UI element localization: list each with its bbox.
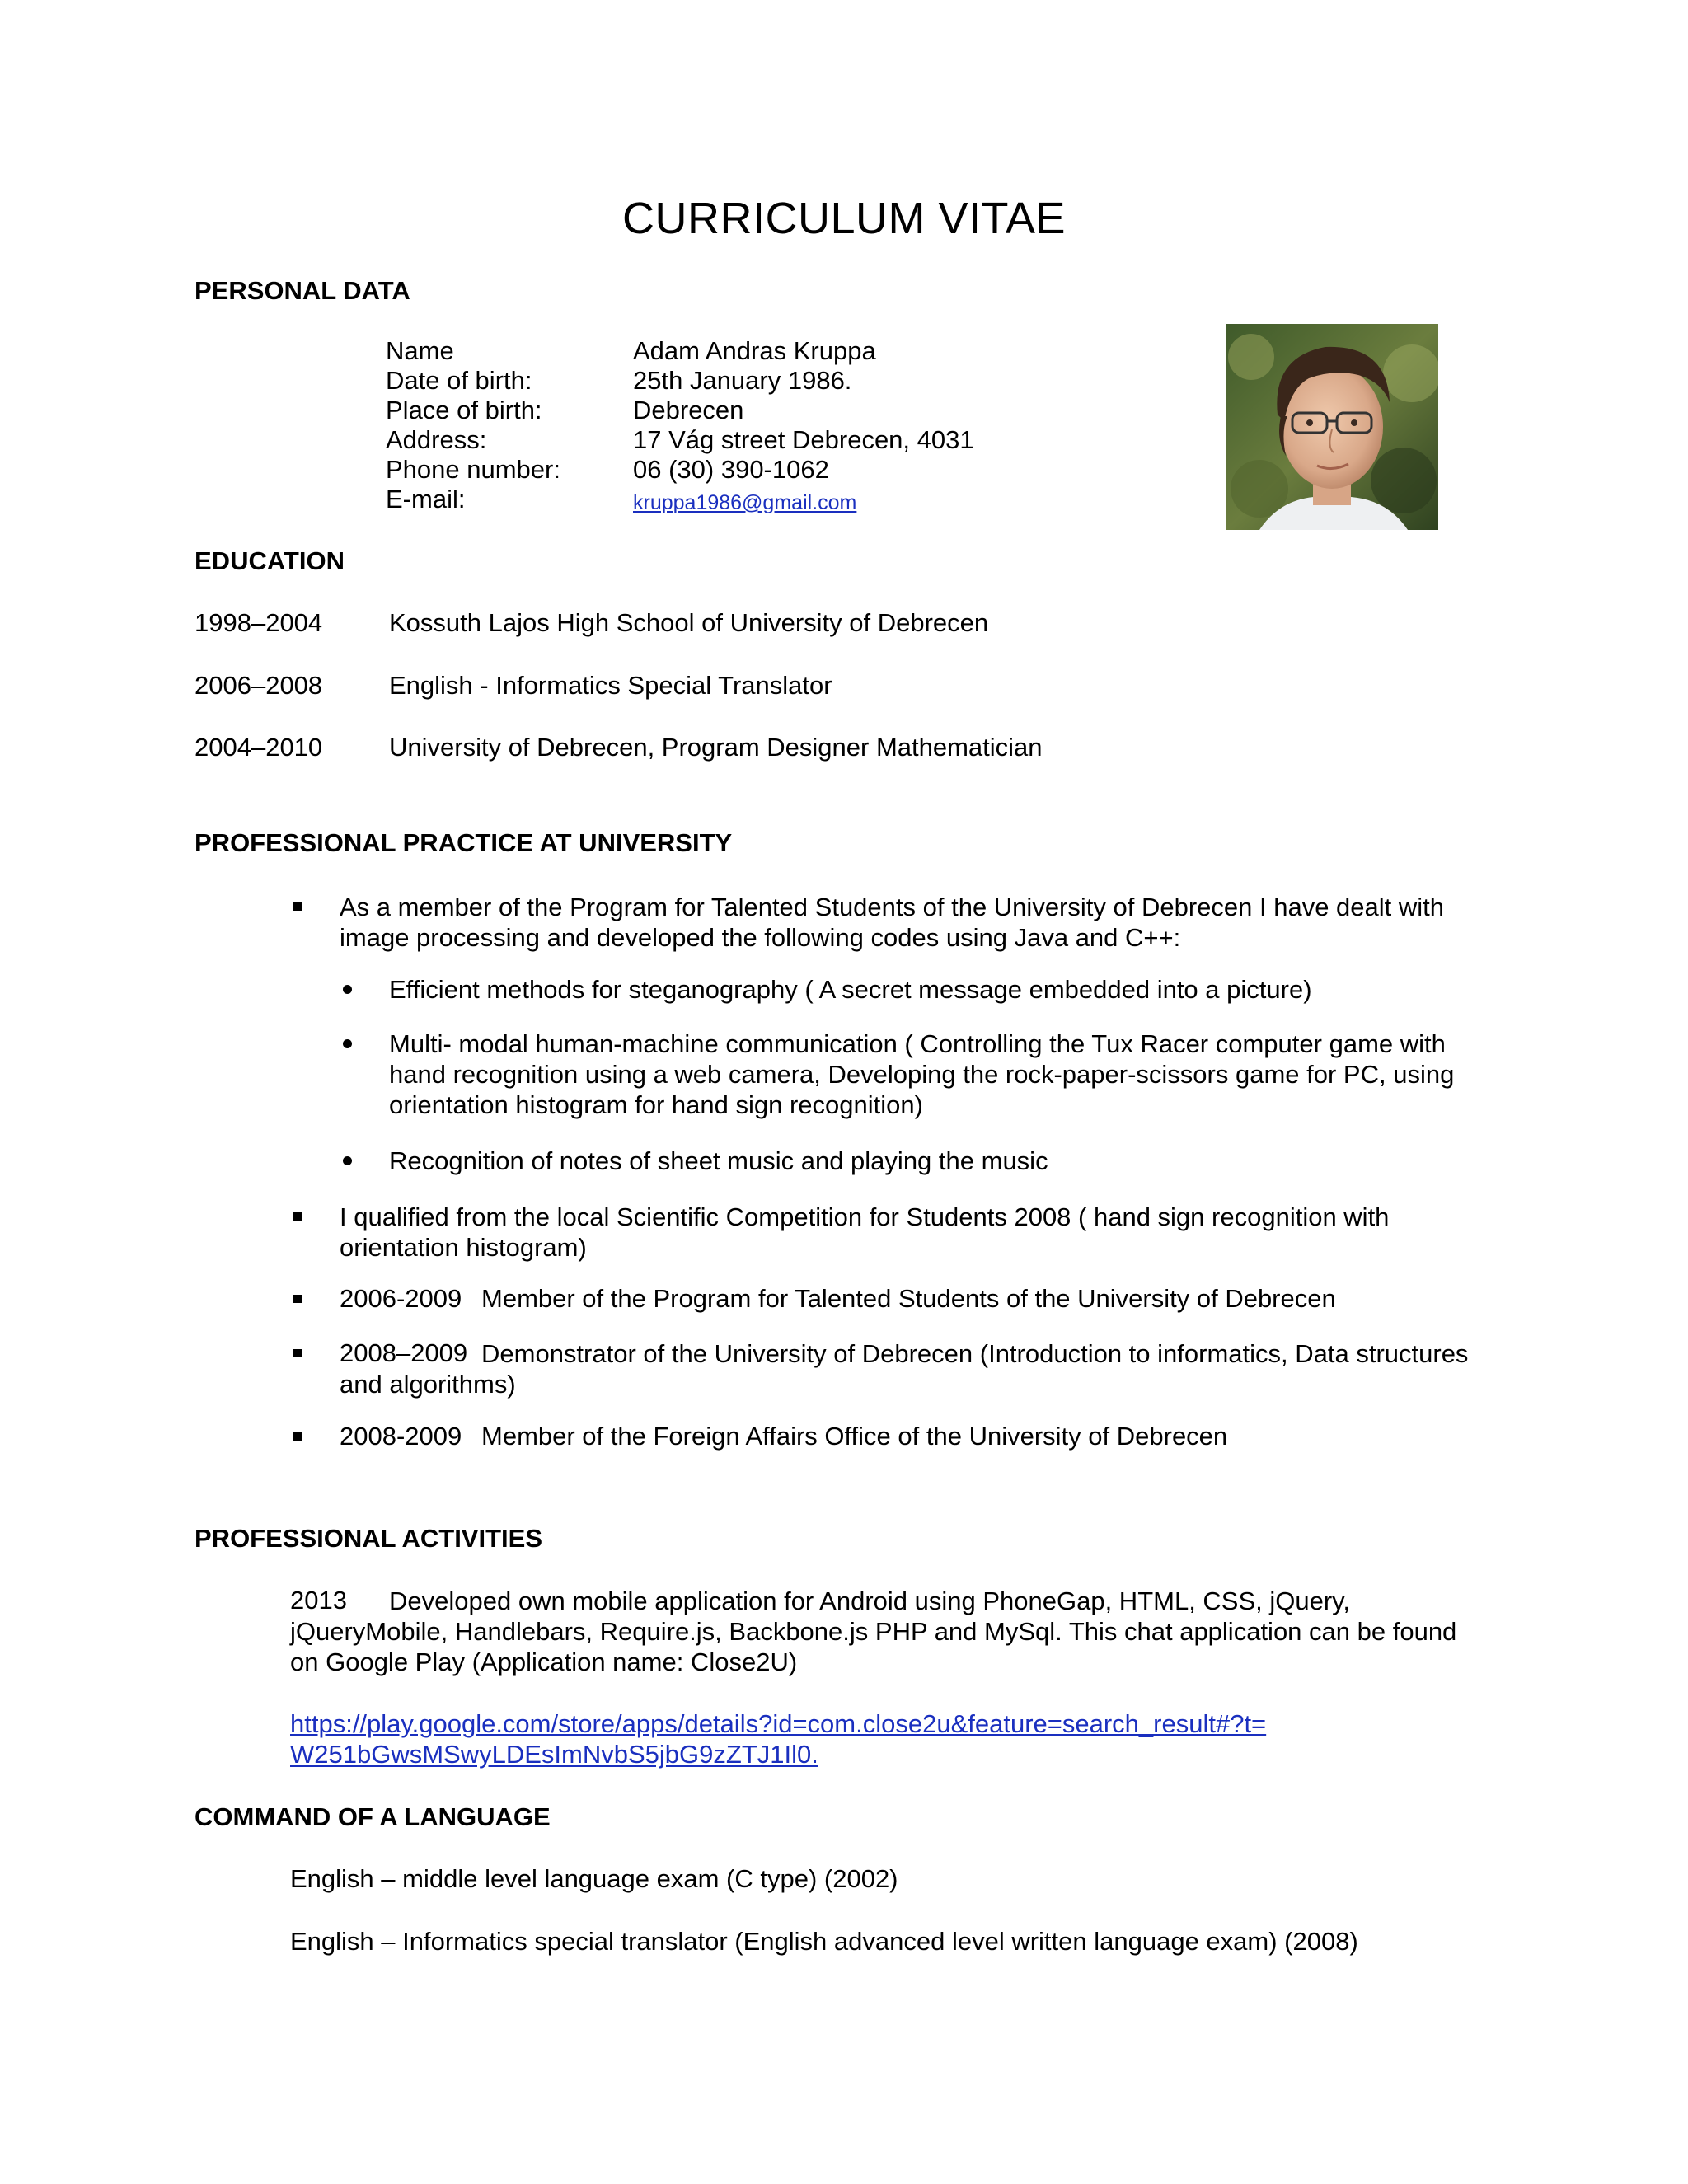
practice-item-2: I qualified from the local Scientific Competition for Students 2008 ( hand sign recognition with orientation histogram) [340,1202,1390,1262]
address-value: 17 Vág street Debrecen, 4031 [633,425,974,454]
education-text-2: English - Informatics Special Translator [389,671,832,700]
practice-heading: PROFESSIONAL PRACTICE AT UNIVERSITY [195,828,733,857]
pob-label: Place of birth: [386,396,542,424]
education-text-1: Kossuth Lajos High School of University of Debrecen [389,608,989,637]
language-line-2: English – Informatics special translator (English advanced level written language exam) (2008) [290,1927,1358,1956]
practice-sub-1: Efficient methods for steganography ( A secret message embedded into a picture) [389,975,1312,1004]
activities-heading: PROFESSIONAL ACTIVITIES [195,1524,542,1553]
email-link[interactable]: kruppa1986@gmail.com [633,491,857,514]
activities-text: Developed own mobile application for Android using PhoneGap, HTML, CSS, jQuery, jQueryMobile, Handlebars, Require.js, Backbone.js PHP and MySql. This chat application can be found on Google Play (Application name: Close2U) [290,1586,1457,1676]
document-title: CURRICULUM VITAE [621,194,1067,243]
personal-data-heading: PERSONAL DATA [195,276,410,305]
square-bullet [293,902,302,911]
phone-label: Phone number: [386,455,560,484]
education-years-3: 2004–2010 [195,733,323,762]
google-play-link[interactable]: https://play.google.com/store/apps/details?id=com.close2u&feature=search_result#?t=W251bGwsMSwyLDEsImNvbS5jbG9zZTJ1Il0. [290,1709,1267,1769]
square-bullet [293,1295,302,1303]
profile-photo [1226,324,1438,530]
dob-value: 25th January 1986. [633,366,852,395]
practice-sub-3: Recognition of notes of sheet music and playing the music [389,1146,1048,1175]
email-label: E-mail: [386,485,466,513]
practice-item-1: As a member of the Program for Talented Students of the University of Debrecen I have dealt with image processing and developed the following codes using Java and C++: [340,893,1445,952]
education-years-1: 1998–2004 [195,608,323,637]
education-years-2: 2006–2008 [195,671,323,700]
square-bullet [293,1212,302,1221]
practice-item-5-years: 2008-2009 [340,1422,462,1451]
practice-item-5-text: Member of the Foreign Affairs Office of the University of Debrecen [481,1422,1228,1451]
language-heading: COMMAND OF A LANGUAGE [195,1802,551,1831]
practice-item-3-years: 2006-2009 [340,1284,462,1313]
pob-value: Debrecen [633,396,744,424]
phone-value: 06 (30) 390-1062 [633,455,829,484]
practice-item-4-years: 2008–2009 [340,1338,468,1367]
education-text-3: University of Debrecen, Program Designer Mathematician [389,733,1043,762]
round-bullet [343,1039,352,1048]
round-bullet [343,985,352,994]
practice-item-3-text: Member of the Program for Talented Students of the University of Debrecen [481,1284,1336,1313]
education-heading: EDUCATION [195,546,345,575]
square-bullet [293,1349,302,1357]
dob-label: Date of birth: [386,366,532,395]
language-line-1: English – middle level language exam (C type) (2002) [290,1864,898,1893]
name-value: Adam Andras Kruppa [633,336,876,365]
round-bullet [343,1156,352,1165]
square-bullet [293,1432,302,1441]
address-label: Address: [386,425,487,454]
activities-year: 2013 [290,1586,347,1615]
name-label: Name [386,336,454,365]
practice-sub-2: Multi- modal human-machine communication ( Controlling the Tux Racer computer game with hand recognition using a web camera, Developing the rock-paper-scissors game for PC, using orientation histogram for hand sign recognition) [389,1029,1455,1119]
practice-item-4-text: Demonstrator of the University of Debrecen (Introduction to informatics, Data structures and algorithms) [340,1339,1469,1399]
